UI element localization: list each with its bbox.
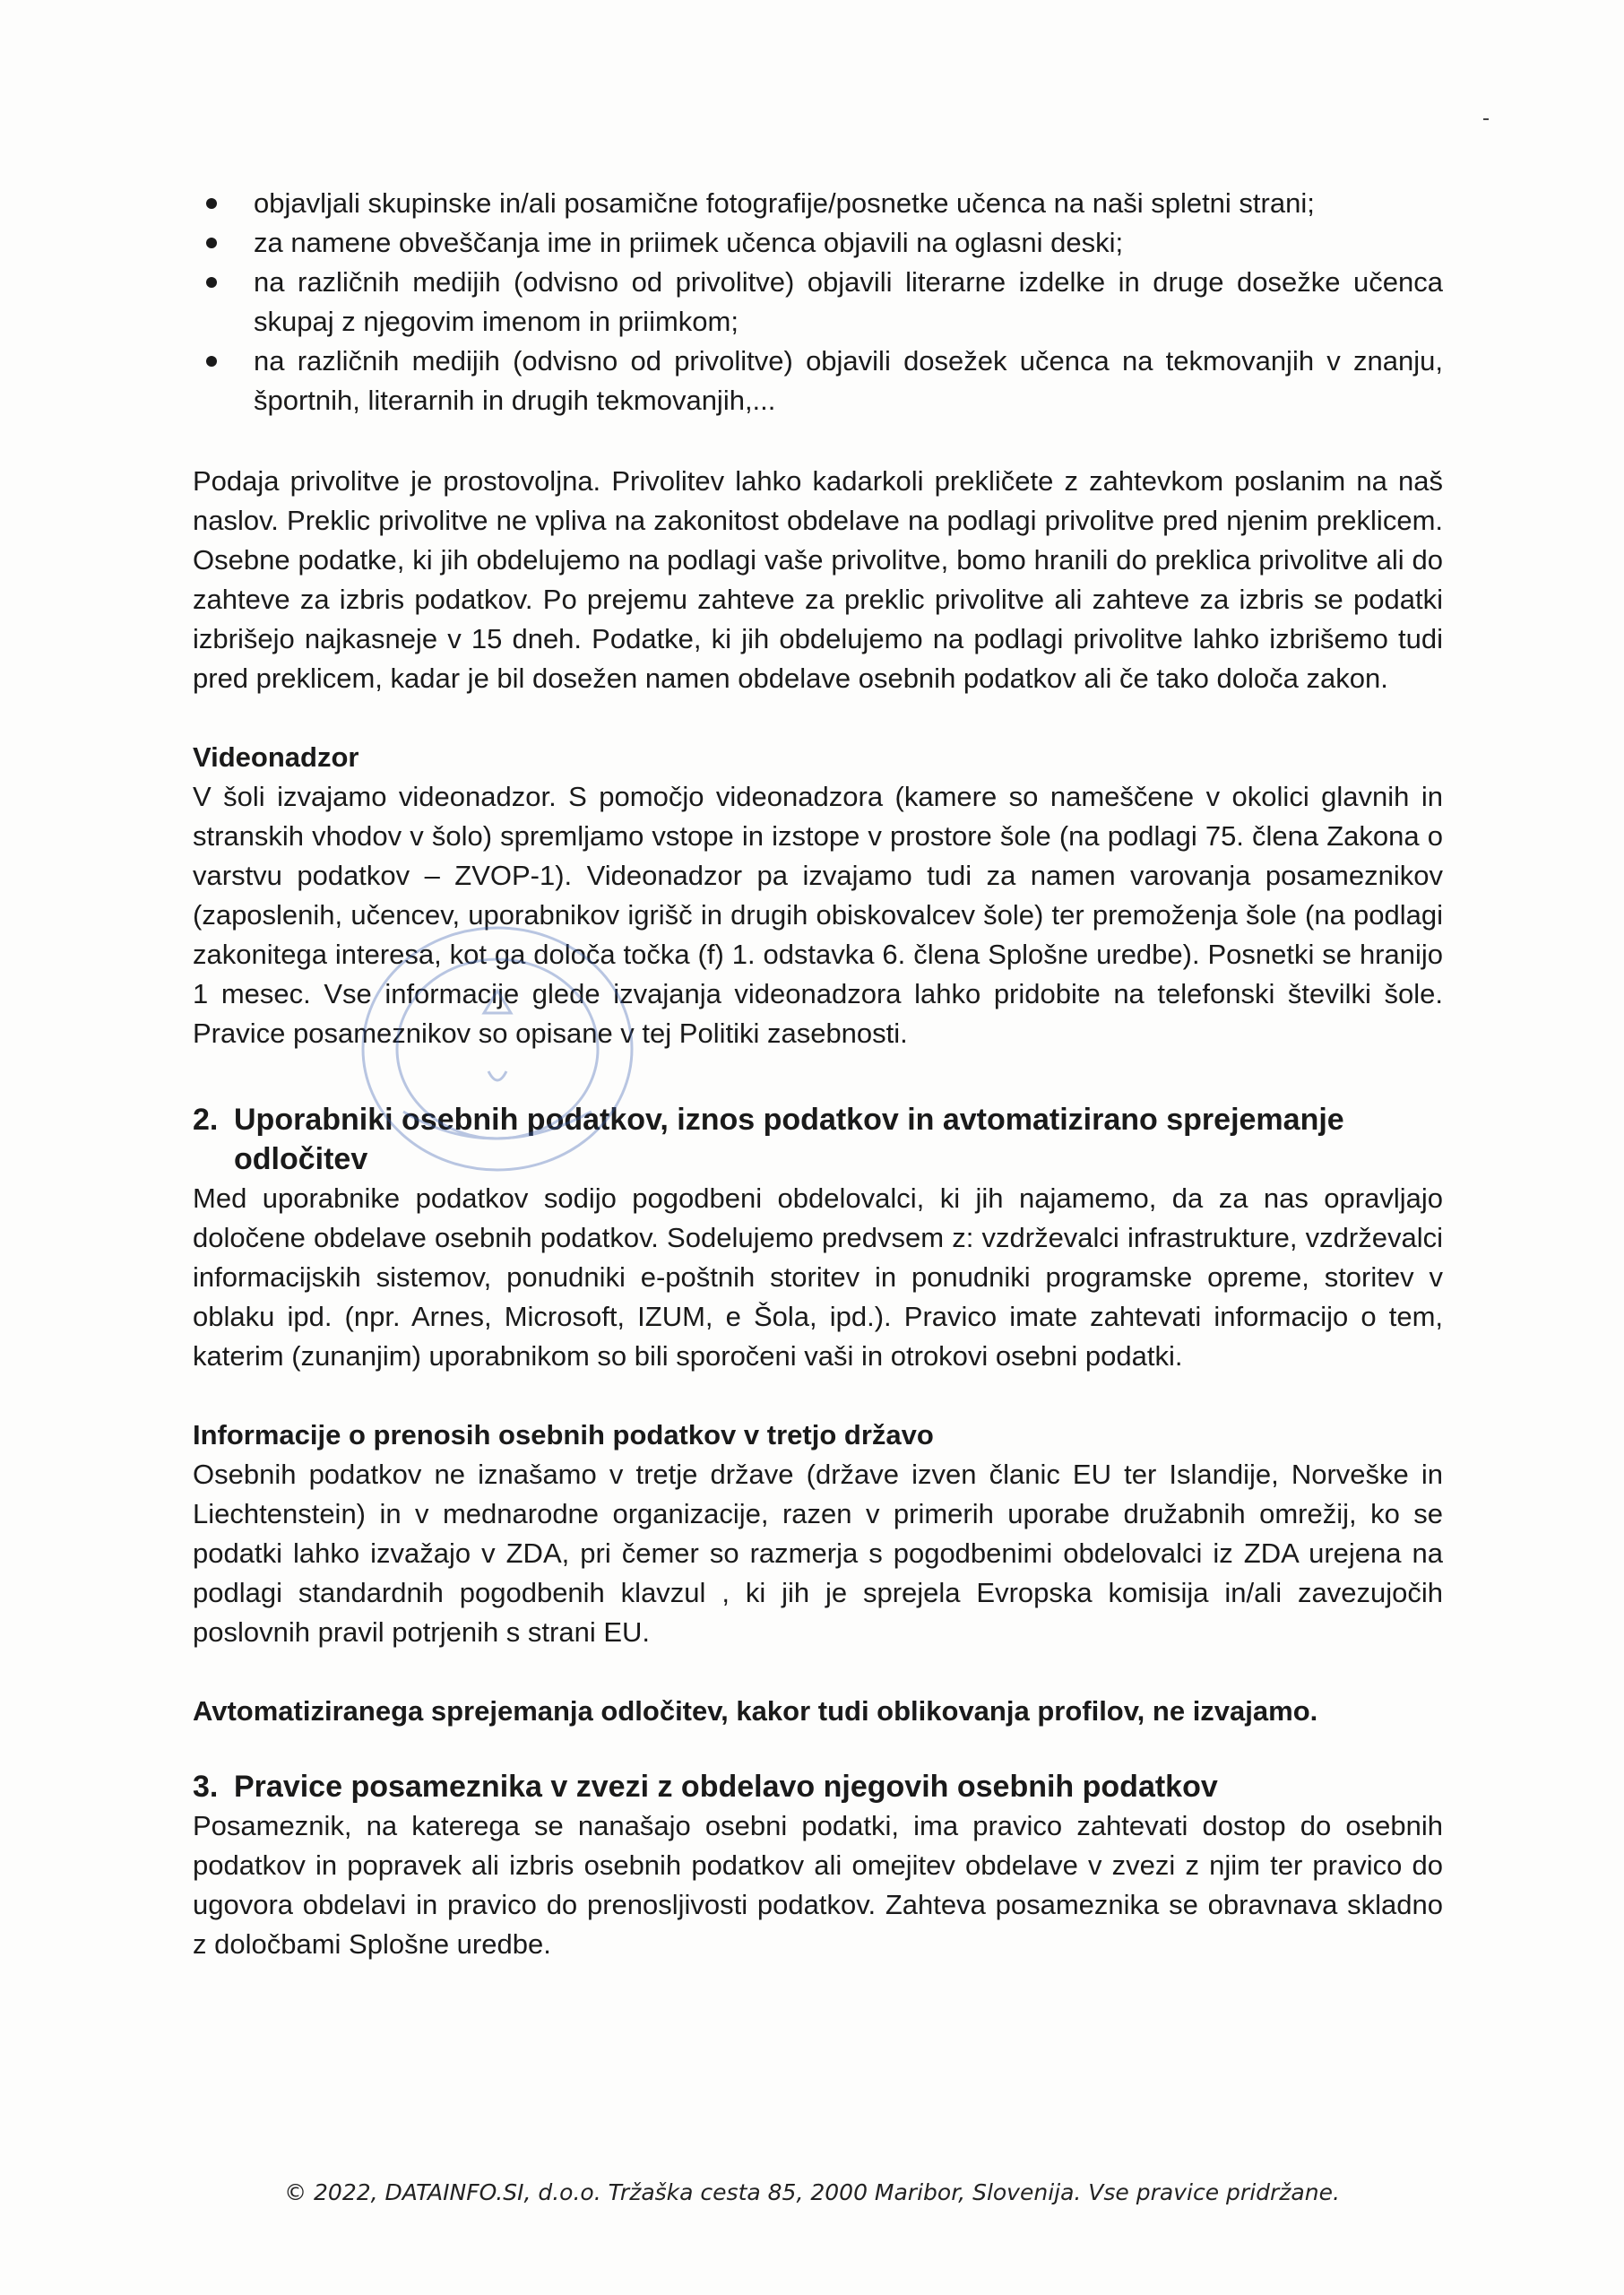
section-2-paragraph: Med uporabnike podatkov sodijo pogodbeni obdelovalci, ki jih najamemo, da za nas opravljajo določene obdelave osebnih podatkov. Sodelujemo predvsem z: vzdrževalci infrastrukture, vzdrževalci informacijskih sistemov, ponudniki e-poštnih storitev in ponudniki programske opreme, storitev v oblaku ipd. (npr. Arnes, Microsoft, IZUM, e Šola, ipd.). Pravico imate zahtevati informacijo o tem, katerim (zunanjim) uporabnikom so bili sporočeni vaši in otrokovi osebni podatki. [193, 1182, 1443, 1372]
section-2-number: 2. [193, 1103, 219, 1137]
transfer-heading: Informacije o prenosih osebnih podatkov v tretjo državo [193, 1419, 934, 1451]
section-2-title: Uporabniki osebnih podatkov, iznos podatkov in avtomatizirano sprejemanje odločitev [234, 1103, 1344, 1176]
page-content [193, 184, 1443, 1964]
footer-copyright: © 2022, DATAINFO.SI, d.o.o. Tržaška cesta 85, 2000 Maribor, Slovenija. Vse pravice pridržane. [284, 2179, 1340, 2205]
list-item: objavljali skupinske in/ali posamične fotografije/posnetke učenca na naši spletni strani; [193, 184, 1443, 223]
transfer-paragraph: Osebnih podatkov ne iznašamo v tretje države (države izven članic EU ter Islandije, Norveške in Liechtenstein) in v mednarodne organizacije, razen v primerih uporabe družabnih omrežij, ko se podatki lahko izvažajo v ZDA, pri čemer so razmerja s pogodbenimi obdelovalci iz ZDA urejena na podlagi standardnih pogodbenih klavzul , ki jih je sprejela Evropska komisija in/ali zavezujočih poslovnih pravil potrjenih s strani EU. [193, 1459, 1443, 1648]
list-item: na različnih medijih (odvisno od privolitve) objavili dosežek učenca na tekmovanjih v znanju, športnih, literarnih in drugih tekmovanjih,... [193, 342, 1443, 420]
list-item: za namene obveščanja ime in priimek učenca objavili na oglasni deski; [193, 223, 1443, 263]
section-3-heading [193, 1767, 1443, 1806]
section-3-paragraph: Posameznik, na katerega se nanašajo osebni podatki, ima pravico zahtevati dostop do osebnih podatkov in popravek ali izbris osebnih podatkov ali omejitev obdelave v zvezi z njim ter pravico do ugovora obdelavi in pravico do prenosljivosti podatkov. Zahteva posameznika se obravnava skladno z določbami Splošne uredbe. [193, 1810, 1443, 1960]
scan-mark [1483, 118, 1489, 120]
video-heading: Videonadzor [193, 741, 359, 773]
automation-note: Avtomatiziranega sprejemanja odločitev, kakor tudi oblikovanja profilov, ne izvajamo. [193, 1695, 1318, 1727]
video-paragraph: V šoli izvajamo videonadzor. S pomočjo videonadzora (kamere so nameščene v okolici glavnih in stranskih vhodov v šolo) spremljamo vstope in izstope v prostore šole (na podlagi 75. člena Zakona o varstvu podatkov – ZVOP-1). Videonadzor pa izvajamo tudi za namen varovanja posameznikov (zaposlenih, učencev, uporabnikov igrišč in drugih obiskovalcev šole) ter premoženja šole (na podlagi zakonitega interesa, kot ga določa točka (f) 1. odstavka 6. člena Splošne uredbe). Posnetki se hranijo 1 mesec. Vse informacije glede izvajanja videonadzora lahko pridobite na telefonski številki šole. Pravice posameznikov so opisane v tej Politiki zasebnosti. [193, 781, 1443, 1049]
section-3-number: 3. [193, 1770, 219, 1804]
consent-paragraph: Podaja privolitve je prostovoljna. Privolitev lahko kadarkoli prekličete z zahtevkom poslanim na naš naslov. Preklic privolitve ne vpliva na zakonitost obdelave na podlagi privolitve pred njenim preklicem. Osebne podatke, ki jih obdelujemo na podlagi vaše privolitve, bomo hranili do preklica privolitve ali do zahteve za izbris podatkov. Po prejemu zahteve za preklic privolitve ali zahteve za izbris se podatki izbrišejo najkasneje v 15 dneh. Podatke, ki jih obdelujemo na podlagi privolitve lahko izbrišemo tudi pred preklicem, kadar je bil dosežen namen obdelave osebnih podatkov ali če tako določa zakon. [193, 465, 1443, 694]
section-2-heading [193, 1100, 1443, 1179]
section-3-title: Pravice posameznika v zvezi z obdelavo njegovih osebnih podatkov [234, 1770, 1218, 1804]
list-item: na različnih medijih (odvisno od privolitve) objavili literarne izdelke in druge dosežke učenca skupaj z njegovim imenom in priimkom; [193, 263, 1443, 342]
consent-purpose-list [193, 184, 1443, 420]
